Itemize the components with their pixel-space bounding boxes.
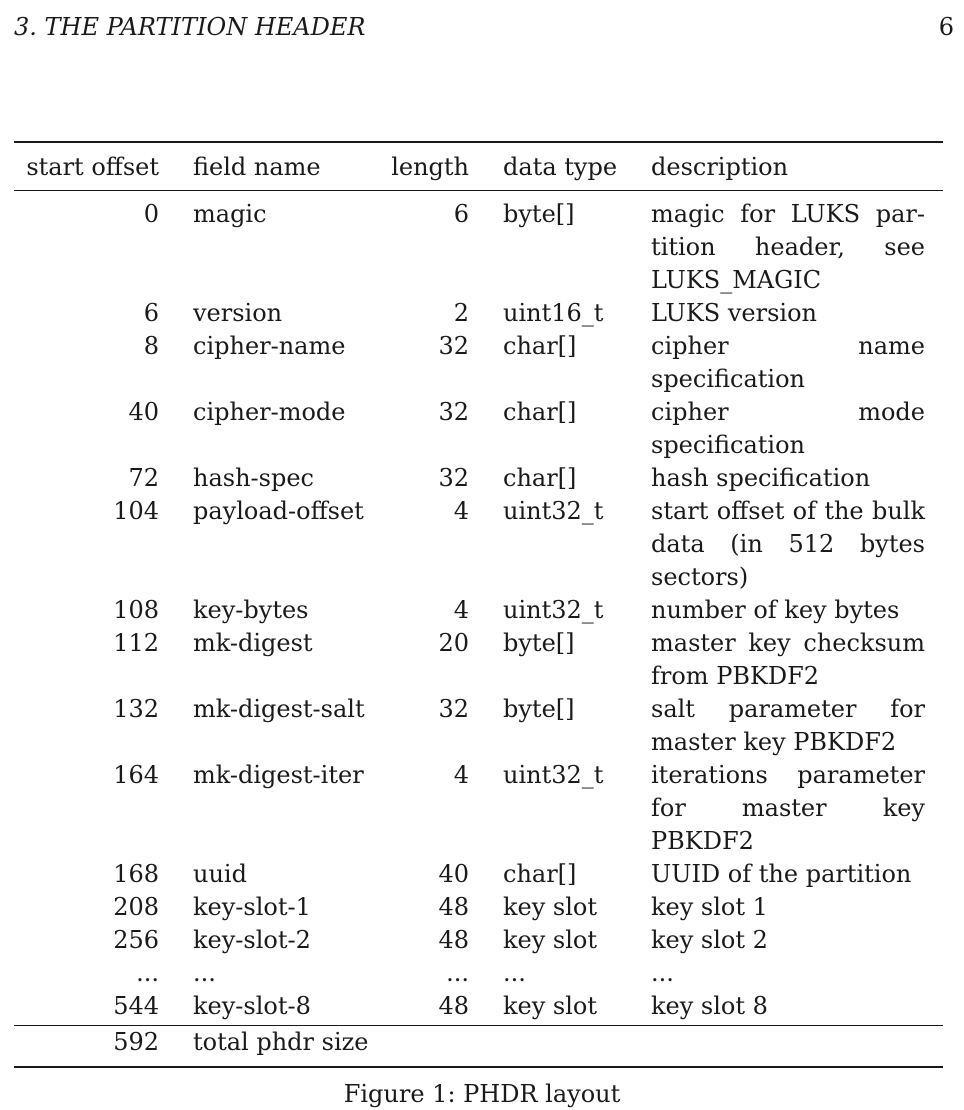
cell-field-name: uuid	[193, 860, 247, 888]
cell-data-type: ...	[503, 959, 526, 987]
cell-data-type: uint16_t	[503, 299, 604, 327]
table-bottom-rule	[14, 1066, 943, 1068]
cell-offset: 0	[143, 200, 159, 228]
column-header-field: field name	[193, 153, 321, 181]
cell-description: key slot 2	[651, 926, 768, 954]
cell-offset: 208	[113, 893, 159, 921]
cell-field-name: key-slot-2	[193, 926, 311, 954]
total-label: total phdr size	[193, 1028, 369, 1056]
cell-length: 48	[438, 992, 469, 1020]
table-row	[14, 594, 943, 627]
cell-description: ...	[651, 959, 674, 987]
cell-field-name: cipher-mode	[193, 398, 346, 426]
cell-offset: 72	[128, 464, 159, 492]
cell-offset: 40	[128, 398, 159, 426]
cell-description: cipher mode specification	[651, 398, 925, 459]
column-header-description: description	[651, 153, 789, 181]
cell-length: 48	[438, 893, 469, 921]
cell-offset: ...	[136, 959, 159, 987]
table-row	[14, 462, 943, 495]
cell-description: magic for LUKS partition header, see LUKS_MAGIC	[651, 200, 925, 294]
cell-offset: 104	[113, 497, 159, 525]
cell-data-type: char[]	[503, 332, 577, 360]
cell-length: 4	[453, 596, 469, 624]
cell-description: key slot 1	[651, 893, 768, 921]
cell-offset: 112	[113, 629, 159, 657]
cell-description: cipher name specification	[651, 332, 925, 393]
total-offset: 592	[113, 1028, 159, 1056]
table-row	[14, 957, 943, 990]
column-header-length: length	[391, 153, 469, 181]
cell-field-name: mk-digest-iter	[193, 761, 364, 789]
table-row	[14, 891, 943, 924]
table-row	[14, 858, 943, 891]
table-row	[14, 330, 943, 396]
page-number: 6	[938, 13, 954, 41]
cell-data-type: byte[]	[503, 629, 575, 657]
cell-length: 6	[453, 200, 469, 228]
cell-description: number of key bytes	[651, 596, 900, 624]
cell-description: LUKS version	[651, 299, 817, 327]
cell-length: ...	[446, 959, 469, 987]
table-header-row	[14, 143, 943, 190]
cell-data-type: key slot	[503, 893, 598, 921]
cell-offset: 256	[113, 926, 159, 954]
cell-data-type: uint32_t	[503, 761, 604, 789]
section-title: 3. THE PARTITION HEADER	[14, 13, 366, 41]
phdr-layout-table	[14, 141, 943, 1068]
cell-length: 40	[438, 860, 469, 888]
cell-data-type: char[]	[503, 464, 577, 492]
cell-field-name: version	[193, 299, 283, 327]
cell-data-type: key slot	[503, 926, 598, 954]
cell-length: 48	[438, 926, 469, 954]
table-row	[14, 693, 943, 759]
table-row	[14, 759, 943, 858]
cell-offset: 168	[113, 860, 159, 888]
cell-description: UUID of the partition	[651, 860, 912, 888]
cell-data-type: byte[]	[503, 695, 575, 723]
cell-offset: 108	[113, 596, 159, 624]
cell-data-type: uint32_t	[503, 497, 604, 525]
table-total-row	[14, 1026, 943, 1066]
cell-offset: 164	[113, 761, 159, 789]
column-header-offset: start offset	[26, 153, 159, 181]
table-row	[14, 627, 943, 693]
cell-description: iterations parameter for master key PBKDF2	[651, 761, 925, 855]
table-row	[14, 924, 943, 957]
table-body	[14, 191, 943, 1025]
cell-description: key slot 8	[651, 992, 768, 1020]
cell-field-name: ...	[193, 959, 216, 987]
table-row	[14, 990, 943, 1023]
column-header-type: data type	[503, 153, 618, 181]
cell-length: 4	[453, 497, 469, 525]
cell-length: 4	[453, 761, 469, 789]
cell-description: master key checksum from PBKDF2	[651, 629, 925, 690]
cell-length: 32	[438, 695, 469, 723]
cell-field-name: hash-spec	[193, 464, 314, 492]
running-head	[14, 12, 954, 42]
cell-offset: 8	[143, 332, 159, 360]
cell-data-type: uint32_t	[503, 596, 604, 624]
cell-length: 32	[438, 332, 469, 360]
cell-field-name: cipher-name	[193, 332, 346, 360]
cell-description: hash specification	[651, 464, 871, 492]
table-row	[14, 297, 943, 330]
cell-field-name: key-bytes	[193, 596, 309, 624]
cell-data-type: char[]	[503, 860, 577, 888]
table-row	[14, 198, 943, 297]
cell-offset: 132	[113, 695, 159, 723]
table-row	[14, 495, 943, 594]
cell-data-type: key slot	[503, 992, 598, 1020]
cell-field-name: key-slot-1	[193, 893, 311, 921]
cell-field-name: payload-offset	[193, 497, 364, 525]
cell-description: salt parameter for master key PBKDF2	[651, 695, 925, 756]
cell-data-type: char[]	[503, 398, 577, 426]
cell-length: 2	[453, 299, 469, 327]
cell-offset: 544	[113, 992, 159, 1020]
cell-length: 32	[438, 398, 469, 426]
table-row	[14, 396, 943, 462]
figure-caption: Figure 1: PHDR layout	[343, 1080, 621, 1108]
cell-field-name: mk-digest	[193, 629, 313, 657]
cell-offset: 6	[143, 299, 159, 327]
cell-length: 20	[438, 629, 469, 657]
cell-description: start offset of the bulk data (in 512 bytes sectors)	[651, 497, 925, 591]
cell-field-name: magic	[193, 200, 267, 228]
cell-field-name: mk-digest-salt	[193, 695, 365, 723]
cell-field-name: key-slot-8	[193, 992, 311, 1020]
cell-length: 32	[438, 464, 469, 492]
cell-data-type: byte[]	[503, 200, 575, 228]
